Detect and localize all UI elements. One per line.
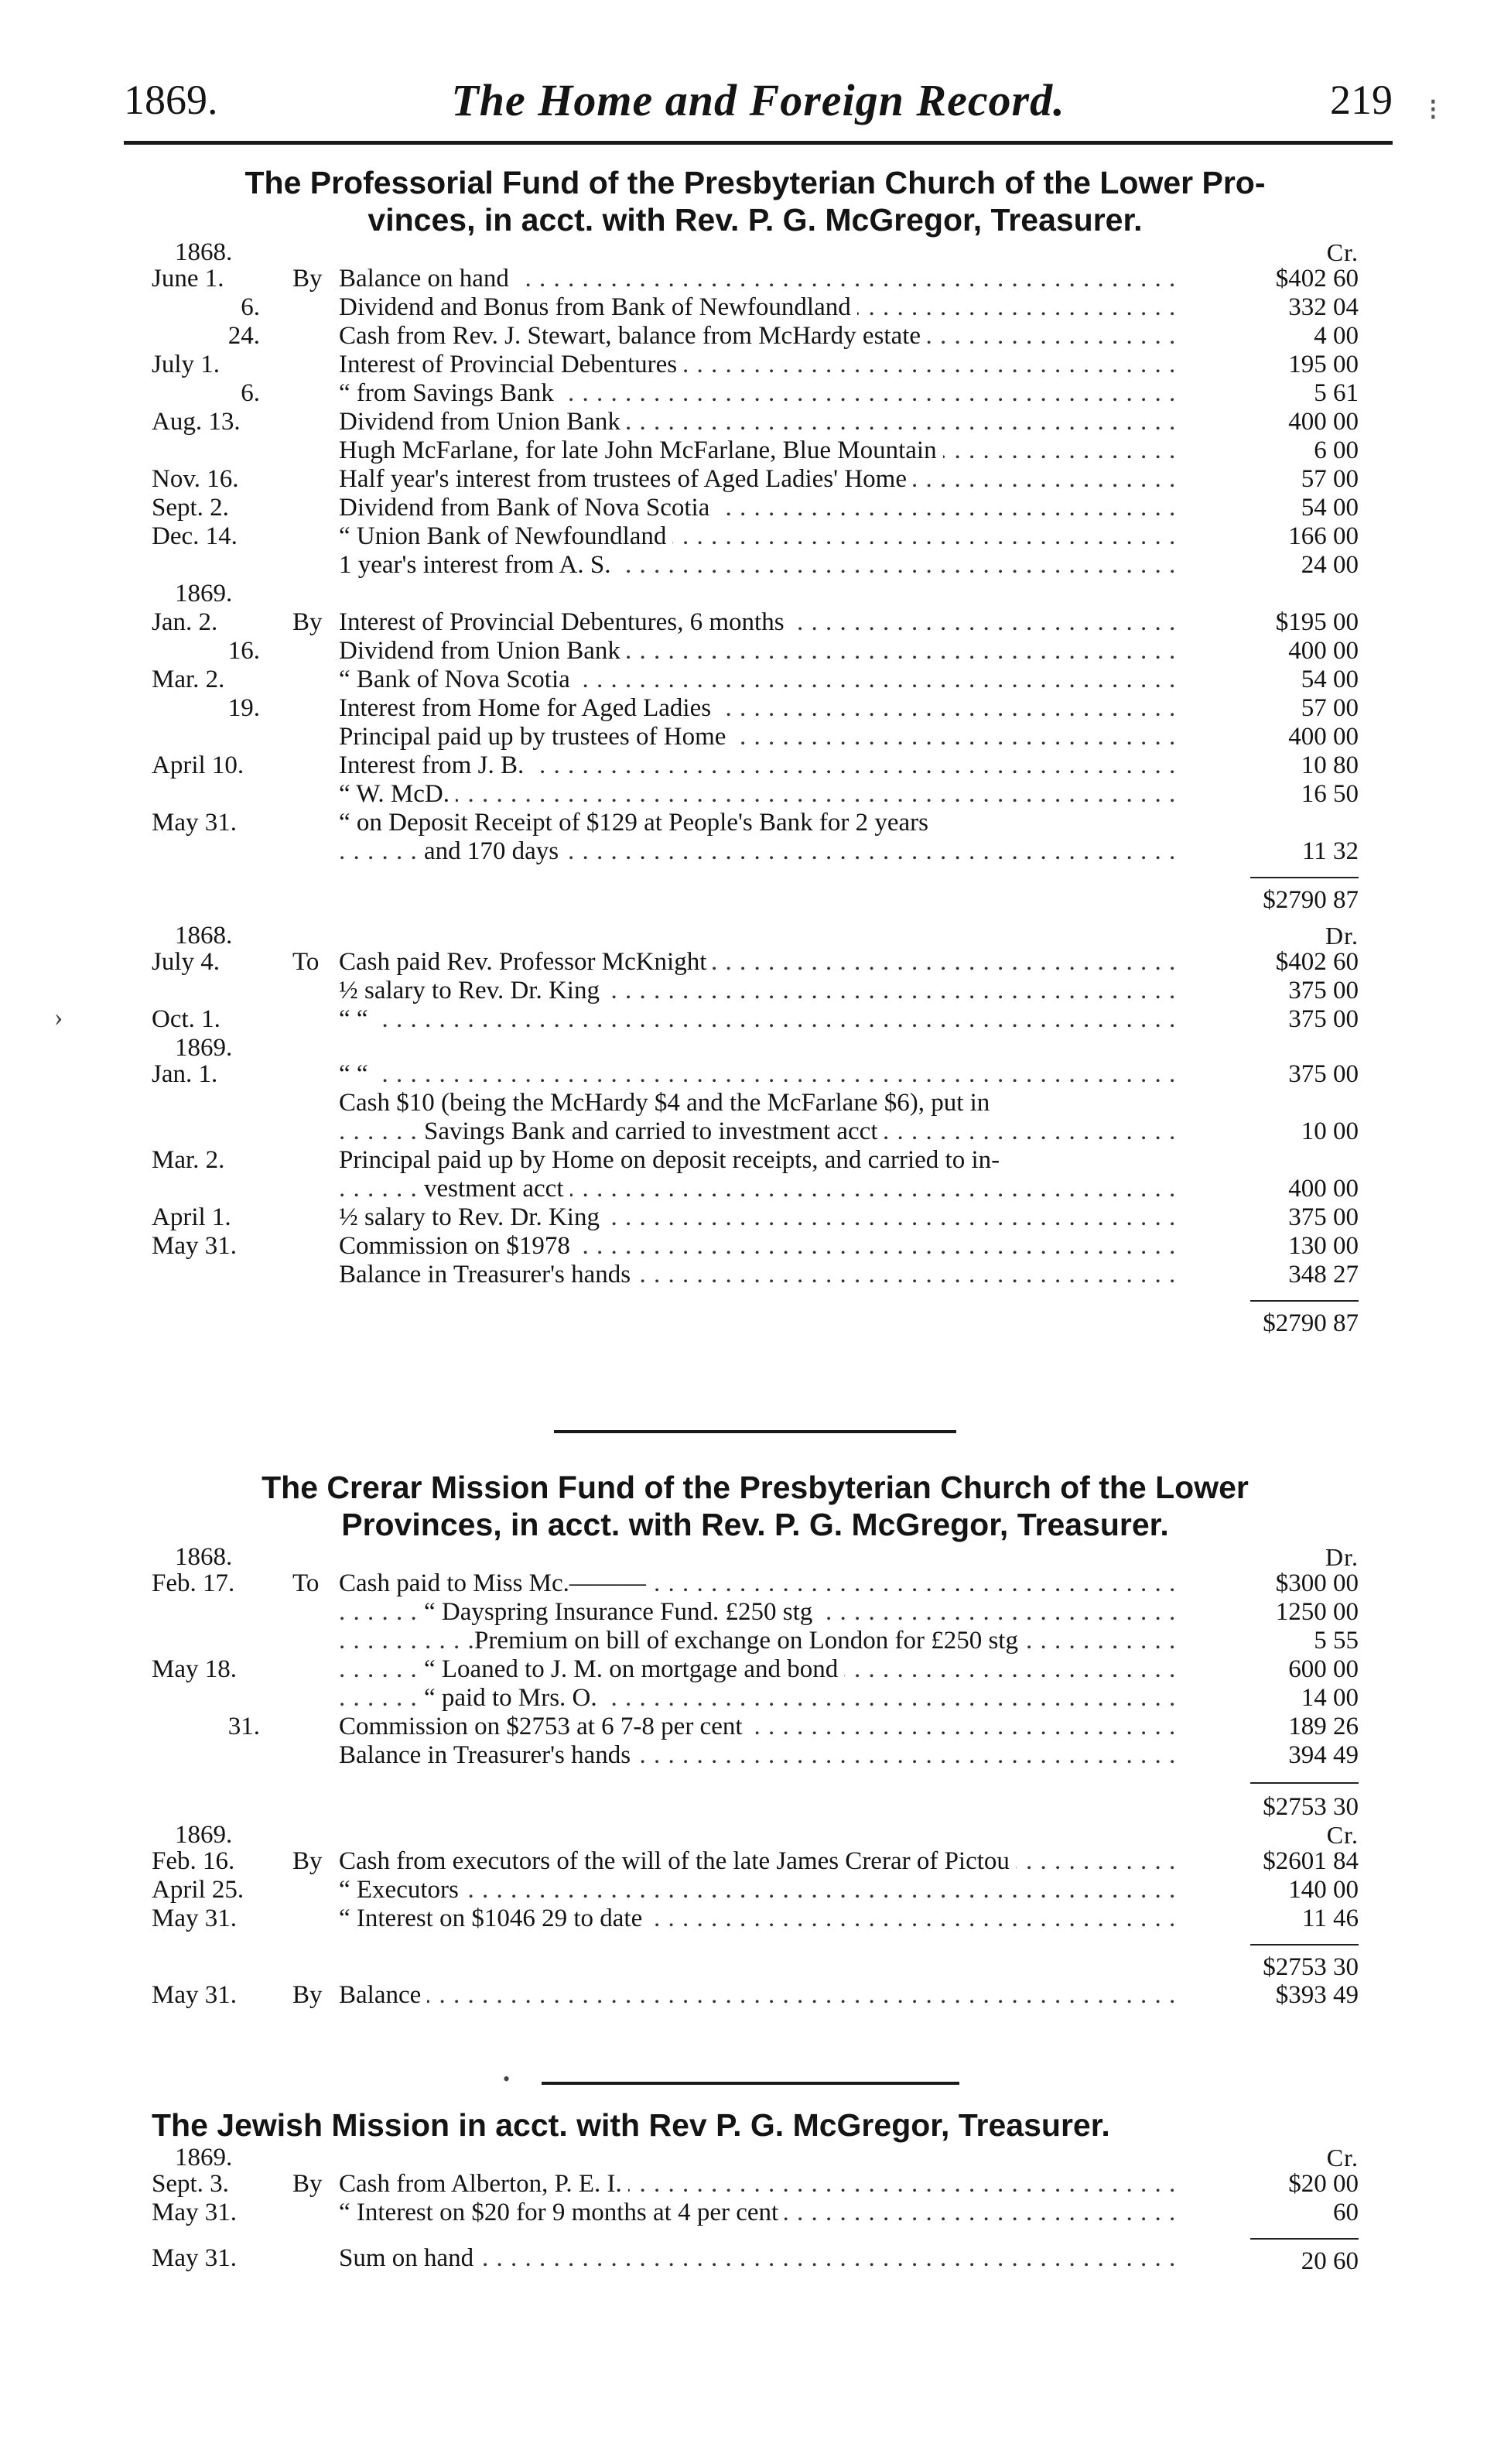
ledger-row bbox=[152, 948, 1359, 977]
entry-description: “ paid to Mrs. O. bbox=[424, 1684, 603, 1712]
total-line: May 31. Sum on hand . . . 20 60 bbox=[152, 2241, 1359, 2275]
entry-amount: 140 00 bbox=[1288, 1876, 1359, 1904]
entry-date: 16. bbox=[227, 637, 260, 665]
entry-date: 6. bbox=[241, 293, 260, 321]
ledger-row bbox=[152, 1569, 1359, 1598]
entry-description: Interest of Provincial Debentures bbox=[339, 351, 683, 378]
entry-description: Cash paid Rev. Professor McKnight bbox=[339, 948, 713, 976]
section-separator bbox=[554, 1430, 956, 1433]
ledger-row bbox=[152, 1146, 1359, 1175]
entry-description: Cash from Rev. J. Stewart, balance from McHardy estate bbox=[339, 322, 927, 350]
entry-description: “ Interest on $20 for 9 months at 4 per cent bbox=[339, 2199, 785, 2226]
ledger-row bbox=[152, 608, 1359, 637]
entry-description: “ Dayspring Insurance Fund. £250 stg bbox=[424, 1598, 819, 1626]
ledger-row bbox=[152, 1117, 1359, 1146]
entry-description: “ Loaned to J. M. on mortgage and bond bbox=[424, 1655, 844, 1683]
crerar-fund-section bbox=[152, 1469, 1359, 2010]
entry-description: Principal paid up by trustees of Home bbox=[339, 723, 732, 751]
crerar-credit-ledger bbox=[152, 1821, 1359, 2010]
entry-amount: $20 00 bbox=[1288, 2170, 1359, 2198]
ledger-row bbox=[152, 1005, 1359, 1034]
ledger-row bbox=[152, 2170, 1359, 2199]
entry-date: Dec. 14. bbox=[152, 522, 238, 550]
ledger-row bbox=[152, 751, 1359, 780]
header-rule bbox=[124, 141, 1393, 145]
entry-amount: $195 00 bbox=[1275, 608, 1359, 636]
ledger-row bbox=[152, 1175, 1359, 1203]
entry-description: “ Executors bbox=[339, 1876, 465, 1904]
year-label: 1869. bbox=[175, 1821, 233, 1849]
entry-date: 19. bbox=[227, 694, 260, 722]
entry-prefix: By bbox=[292, 1847, 323, 1875]
entry-amount: 11 46 bbox=[1301, 1904, 1359, 1932]
entry-description: vestment acct bbox=[424, 1175, 570, 1203]
jewish-credit-rows bbox=[152, 2170, 1359, 2227]
entry-amount: 4 00 bbox=[1314, 322, 1359, 350]
crerar-debit-rows bbox=[152, 1569, 1359, 1770]
jewish-credit-ledger bbox=[152, 2144, 1359, 2275]
page-number: 219 bbox=[1330, 77, 1393, 123]
entry-amount: 57 00 bbox=[1301, 465, 1359, 493]
professorial-fund-title: The Professorial Fund of the Presbyterian Church of the Lower Pro- vinces, in acct. with Rev. P. G. McGregor, Treasurer. bbox=[244, 165, 1266, 238]
entry-amount: 60 bbox=[1333, 2199, 1359, 2226]
entry-amount: 24 00 bbox=[1301, 551, 1359, 579]
entry-description: “ Bank of Nova Scotia bbox=[339, 666, 576, 693]
entry-description: Dividend from Union Bank bbox=[339, 408, 627, 436]
ledger-row bbox=[152, 1232, 1359, 1261]
entry-description: Principal paid up by Home on deposit receipts, and carried to in- bbox=[339, 1146, 1006, 1174]
professorial-credit-rows-1868 bbox=[152, 265, 1359, 580]
entry-amount: 166 00 bbox=[1288, 522, 1359, 550]
entry-amount: 400 00 bbox=[1288, 408, 1359, 436]
sum-on-hand: 20 60 bbox=[1301, 2247, 1359, 2275]
entry-date: May 31. bbox=[152, 809, 237, 837]
credit-header: Cr. bbox=[1326, 2144, 1359, 2171]
ledger-row bbox=[152, 666, 1359, 694]
entry-amount: 130 00 bbox=[1288, 1232, 1359, 1260]
running-head-year: 1869. bbox=[124, 77, 218, 123]
entry-description: “ “ bbox=[339, 1005, 374, 1033]
debit-total: $2753 30 bbox=[1263, 1793, 1359, 1821]
entry-amount: 10 00 bbox=[1301, 1117, 1359, 1145]
entry-amount: $402 60 bbox=[1275, 948, 1359, 976]
entry-amount: $2601 84 bbox=[1263, 1847, 1359, 1875]
year-label: 1869. bbox=[175, 580, 233, 607]
entry-amount: 375 00 bbox=[1288, 1203, 1359, 1231]
professorial-debit-rows-1868 bbox=[152, 948, 1359, 1034]
entry-date: Mar. 2. bbox=[152, 666, 225, 693]
jewish-mission-section bbox=[152, 2106, 1359, 2275]
entry-description: Dividend from Bank of Nova Scotia bbox=[339, 494, 716, 522]
ledger-row bbox=[152, 1741, 1359, 1770]
ledger-row bbox=[152, 780, 1359, 809]
entry-description: Hugh McFarlane, for late John McFarlane, Blue Mountain bbox=[339, 436, 943, 464]
debit-total: $2790 87 bbox=[1263, 1309, 1359, 1337]
entry-description: Cash paid to Miss Mc.——— bbox=[339, 1569, 652, 1597]
entry-amount: 189 26 bbox=[1288, 1713, 1359, 1740]
entry-amount: 600 00 bbox=[1288, 1655, 1359, 1683]
entry-amount: 57 00 bbox=[1301, 694, 1359, 722]
section-separator bbox=[542, 2082, 959, 2085]
entry-amount: 375 00 bbox=[1288, 977, 1359, 1004]
year-label: 1869. bbox=[175, 1034, 233, 1062]
debit-header: Dr. bbox=[1325, 1543, 1359, 1571]
entry-date: May 31. bbox=[152, 1904, 237, 1932]
ledger-row bbox=[152, 1713, 1359, 1741]
entry-date: Feb. 17. bbox=[152, 1569, 235, 1597]
entry-description: Interest from Home for Aged Ladies bbox=[339, 694, 717, 722]
entry-description: Balance on hand bbox=[339, 265, 515, 293]
credit-header: Cr. bbox=[1326, 238, 1359, 266]
entry-date: Jan. 2. bbox=[152, 608, 218, 636]
ledger-row bbox=[152, 637, 1359, 666]
entry-description: “ W. McD. bbox=[339, 780, 456, 808]
total-line bbox=[152, 1787, 1359, 1821]
entry-date: 24. bbox=[227, 322, 260, 350]
entry-description: Balance in Treasurer's hands bbox=[339, 1261, 637, 1288]
entry-amount: 400 00 bbox=[1288, 723, 1359, 751]
ledger-row bbox=[152, 436, 1359, 465]
entry-amount: 54 00 bbox=[1301, 494, 1359, 522]
credit-total: $2753 30 bbox=[1263, 1953, 1359, 1981]
entry-date: Oct. 1. bbox=[152, 1005, 220, 1033]
entry-description: Dividend from Union Bank bbox=[339, 637, 627, 665]
debit-header: Dr. bbox=[1325, 922, 1359, 950]
ledger-row bbox=[152, 265, 1359, 293]
total-line bbox=[152, 1947, 1359, 1981]
professorial-credit-rows-1869 bbox=[152, 608, 1359, 866]
entry-description: Cash $10 (being the McHardy $4 and the McFarlane $6), put in bbox=[339, 1089, 996, 1117]
entry-date: Feb. 16. bbox=[152, 1847, 235, 1875]
ledger-row bbox=[152, 408, 1359, 436]
entry-date: April 25. bbox=[152, 1876, 244, 1904]
entry-amount: 5 55 bbox=[1314, 1627, 1359, 1655]
entry-date: Aug. 13. bbox=[152, 408, 241, 436]
entry-date: Sept. 2. bbox=[152, 494, 229, 522]
entry-amount: $402 60 bbox=[1275, 265, 1359, 293]
entry-amount: 16 50 bbox=[1301, 780, 1359, 808]
ledger-row bbox=[152, 1684, 1359, 1713]
entry-prefix: By bbox=[292, 2170, 323, 2198]
entry-description: ½ salary to Rev. Dr. King bbox=[339, 977, 606, 1004]
entry-description: Cash from executors of the will of the late James Crerar of Pictou bbox=[339, 1847, 1016, 1875]
entry-amount: 5 61 bbox=[1314, 379, 1359, 407]
margin-mark: • bbox=[503, 2068, 511, 2090]
ledger-row bbox=[152, 977, 1359, 1005]
total-line bbox=[152, 880, 1359, 914]
ledger-row bbox=[152, 1904, 1359, 1933]
entry-description: Dividend and Bonus from Bank of Newfoundland bbox=[339, 293, 857, 321]
entry-amount: 348 27 bbox=[1288, 1261, 1359, 1288]
running-head-title: The Home and Foreign Record. bbox=[451, 75, 1065, 125]
entry-date: May 31. bbox=[152, 1232, 237, 1260]
ledger-row bbox=[152, 379, 1359, 408]
crerar-credit-rows bbox=[152, 1847, 1359, 1933]
ledger-row bbox=[152, 494, 1359, 522]
ledger-row bbox=[152, 293, 1359, 322]
entry-description: ½ salary to Rev. Dr. King bbox=[339, 1203, 606, 1231]
entry-date: May 31. bbox=[152, 2199, 237, 2226]
entry-description: Half year's interest from trustees of Aged Ladies' Home bbox=[339, 465, 913, 493]
ledger-row bbox=[152, 1627, 1359, 1655]
ledger-row bbox=[152, 465, 1359, 494]
ledger-row bbox=[152, 522, 1359, 551]
credit-total: $2790 87 bbox=[1263, 886, 1359, 914]
ledger-row bbox=[152, 1203, 1359, 1232]
balance-row: May 31. By Balance . . . $393 49 bbox=[152, 1981, 1359, 2010]
entry-amount: 332 04 bbox=[1288, 293, 1359, 321]
professorial-debit-ledger bbox=[152, 922, 1359, 1337]
entry-date: Sept. 3. bbox=[152, 2170, 229, 2198]
entry-amount: 394 49 bbox=[1288, 1741, 1359, 1769]
ledger-row bbox=[152, 2199, 1359, 2227]
entry-date: Jan. 1. bbox=[152, 1060, 218, 1088]
ledger-row bbox=[152, 694, 1359, 723]
entry-amount: 11 32 bbox=[1301, 837, 1359, 865]
ledger-row bbox=[152, 551, 1359, 580]
ledger-row bbox=[152, 1598, 1359, 1627]
entry-prefix: By bbox=[292, 265, 323, 293]
total-line bbox=[152, 1303, 1359, 1337]
entry-prefix: To bbox=[292, 1569, 320, 1597]
margin-mark: › bbox=[54, 1003, 63, 1032]
entry-description: Interest from J. B. bbox=[339, 751, 530, 779]
entry-description: Savings Bank and carried to investment acct bbox=[424, 1117, 884, 1145]
entry-date: Mar. 2. bbox=[152, 1146, 225, 1174]
year-label: 1868. bbox=[175, 238, 233, 266]
ledger-row bbox=[152, 723, 1359, 751]
year-label: 1868. bbox=[175, 922, 233, 950]
running-head bbox=[124, 76, 1393, 130]
entry-description: Balance in Treasurer's hands bbox=[339, 1741, 637, 1769]
entry-description: Cash from Alberton, P. E. I. bbox=[339, 2170, 628, 2198]
ledger-row bbox=[152, 1655, 1359, 1684]
entry-date: May 18. bbox=[152, 1655, 237, 1683]
entry-description: 1 year's interest from A. S. bbox=[339, 551, 617, 579]
ledger-row bbox=[152, 1847, 1359, 1876]
ledger-row bbox=[152, 809, 1359, 837]
entry-amount: 14 00 bbox=[1301, 1684, 1359, 1712]
professorial-debit-rows-1869 bbox=[152, 1060, 1359, 1289]
ledger-row bbox=[152, 1261, 1359, 1289]
entry-date: April 10. bbox=[152, 751, 244, 779]
margin-mark: ⁝ bbox=[1428, 92, 1438, 127]
entry-description: “ “ bbox=[339, 1060, 374, 1088]
ledger-row bbox=[152, 351, 1359, 379]
entry-description: Commission on $1978 bbox=[339, 1232, 576, 1260]
credit-header: Cr. bbox=[1326, 1821, 1359, 1849]
entry-description: “ from Savings Bank bbox=[339, 379, 560, 407]
entry-amount: 54 00 bbox=[1301, 666, 1359, 693]
entry-date: July 1. bbox=[152, 351, 220, 378]
entry-description: “ Interest on $1046 29 to date bbox=[339, 1904, 648, 1932]
entry-amount: 375 00 bbox=[1288, 1005, 1359, 1033]
entry-amount: 195 00 bbox=[1288, 351, 1359, 378]
entry-date: Nov. 16. bbox=[152, 465, 239, 493]
entry-prefix: To bbox=[292, 948, 320, 976]
entry-amount: 400 00 bbox=[1288, 637, 1359, 665]
jewish-mission-title: The Jewish Mission in acct. with Rev P. G. McGregor, Treasurer. bbox=[152, 2107, 1110, 2143]
professorial-fund-section bbox=[152, 164, 1359, 1337]
entry-description: and 170 days bbox=[424, 837, 565, 865]
entry-prefix: By bbox=[292, 608, 323, 636]
entry-date: 6. bbox=[241, 379, 260, 407]
entry-amount: 1250 00 bbox=[1275, 1598, 1359, 1626]
crerar-fund-title: The Crerar Mission Fund of the Presbyterian Church of the Lower Provinces, in acct. with Rev. P. G. McGregor, Treasurer. bbox=[262, 1470, 1249, 1542]
year-label: 1868. bbox=[175, 1543, 233, 1571]
entry-amount: $300 00 bbox=[1275, 1569, 1359, 1597]
ledger-row bbox=[152, 1876, 1359, 1904]
entry-amount: 10 80 bbox=[1301, 751, 1359, 779]
entry-date: July 4. bbox=[152, 948, 220, 976]
entry-description: Premium on bill of exchange on London for £250 stg bbox=[474, 1627, 1024, 1655]
entry-date: 31. bbox=[227, 1713, 260, 1740]
entry-amount: 375 00 bbox=[1288, 1060, 1359, 1088]
entry-date: June 1. bbox=[152, 265, 224, 293]
entry-description: “ Union Bank of Newfoundland bbox=[339, 522, 672, 550]
ledger-row bbox=[152, 1060, 1359, 1089]
entry-description: Commission on $2753 at 6 7-8 per cent bbox=[339, 1713, 749, 1740]
ledger-row bbox=[152, 1089, 1359, 1117]
entry-description: Interest of Provincial Debentures, 6 months bbox=[339, 608, 791, 636]
year-label: 1869. bbox=[175, 2144, 233, 2171]
professorial-credit-ledger bbox=[152, 238, 1359, 914]
ledger-row bbox=[152, 322, 1359, 351]
entry-date: April 1. bbox=[152, 1203, 231, 1231]
entry-amount: 6 00 bbox=[1314, 436, 1359, 464]
entry-amount: 400 00 bbox=[1288, 1175, 1359, 1203]
crerar-debit-ledger bbox=[152, 1543, 1359, 1821]
ledger-row bbox=[152, 837, 1359, 866]
entry-description: “ on Deposit Receipt of $129 at People's Bank for 2 years bbox=[339, 809, 935, 837]
